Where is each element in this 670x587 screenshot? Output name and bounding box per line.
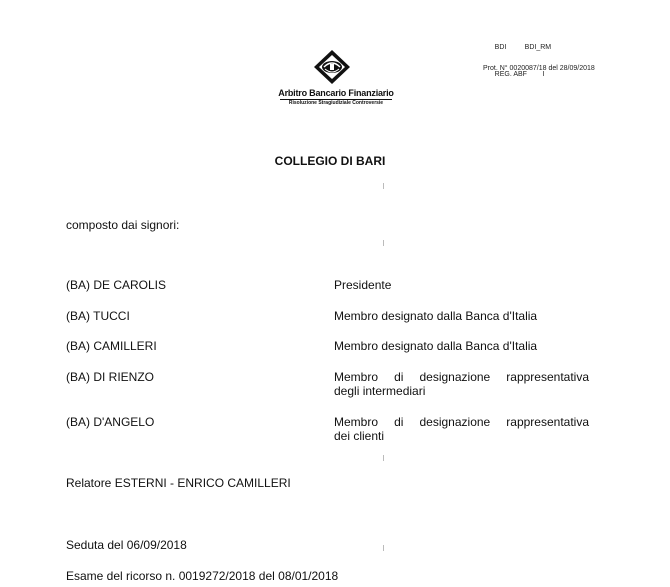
seduta-line: Seduta del 06/09/2018 [66,538,187,552]
ref-key: BDI [494,44,507,51]
member-role [334,278,589,292]
member-role-line2: dei clienti [334,429,385,443]
relatore-line: Relatore ESTERNI - ENRICO CAMILLERI [66,476,291,490]
member-role [334,309,589,323]
member-role-line1: Membro designato dalla Banca d'Italia [334,309,538,323]
logo-name: Arbitro Bancario Finanziario [278,88,394,98]
ref-row [483,34,551,61]
reference-block [483,34,551,88]
logo-subtitle: Risoluzione Stragiudiziale Controversie [288,100,384,106]
member-role [334,370,589,398]
member-role-line2: degli intermediari [334,384,426,398]
ref-key: REG. ABF [494,71,527,78]
intro-text: composto dai signori: [66,218,180,232]
member-name: (BA) CAMILLERI [66,339,157,353]
member-role [334,415,589,443]
member-name: (BA) DI RIENZO [66,370,155,384]
protocol-number: Prot. N° 0020087/18 del 28/09/2018 [483,65,595,72]
ref-value: I [542,71,545,78]
ref-value: BDI_RM [524,44,552,51]
member-name: (BA) TUCCI [66,309,130,323]
member-role-line1: Membro designato dalla Banca d'Italia [334,339,538,353]
scan-mark [383,455,384,461]
member-name: (BA) DE CAROLIS [66,278,167,292]
esame-line: Esame del ricorso n. 0019272/2018 del 08/01/2018 [66,569,339,583]
member-role [334,339,589,353]
member-role-line1: Membro di designazione rappresentativa [334,370,589,384]
abf-logo [276,48,396,112]
scan-mark [383,545,384,551]
scan-mark [383,240,384,246]
member-role-line1: Membro di designazione rappresentativa [334,415,589,429]
member-role-line1: Presidente [334,278,392,292]
scan-mark [383,183,384,189]
page-title: COLLEGIO DI BARI [274,154,386,168]
member-name: (BA) D'ANGELO [66,415,155,429]
abf-logo-icon [310,48,354,88]
